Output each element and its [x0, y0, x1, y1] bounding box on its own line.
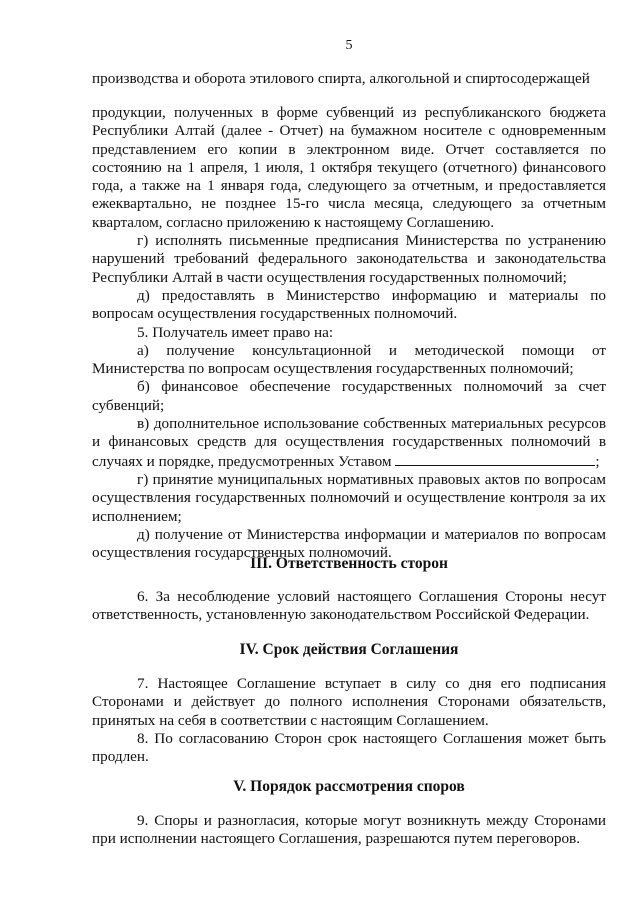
page-number: 5: [345, 38, 353, 53]
paragraph-5v: [92, 415, 606, 471]
section-3-body: [92, 588, 606, 625]
paragraph-5: 5. Получатель имеет право на:: [137, 323, 334, 341]
paragraph-6: 6. За несоблюдение условий настоящего Соглашения Стороны несут ответственность, установленную законодательством Российской Федерации.: [92, 588, 606, 624]
paragraph-report: продукции, полученных в форме субвенций из республиканского бюджета Республики Алтай (далее - Отчет) на бумажном носителе с одновременным представлением его копии в электронном виде. Отчет составляется по состоянию на 1 апреля, 1 июля, 1 октября текущего (отчетного) финансового года, а также на 1 января года, следующего за отчетным, и предоставляется ежеквартально, не позднее 15-го числа месяца, следующего за отчетным кварталом, согласно приложению к настоящему Соглашению.: [92, 104, 606, 231]
paragraph-5g: г) принятие муниципальных нормативных правовых актов по вопросам осуществления государственных полномочий и осуществление контроля за их исполнением;: [92, 470, 606, 525]
paragraph-4d: д) предоставлять в Министерство информацию и материалы по вопросам осуществления государственных полномочий.: [92, 286, 606, 323]
section-4-body: [92, 675, 606, 766]
section-5-body: [92, 812, 606, 849]
paragraph-5v-text: в) дополнительное использование собственных материальных ресурсов и финансовых средств для осуществления государственных полномочий в случаях и порядке, предусмотренных Уставом: [92, 415, 606, 470]
charter-blank-line: [395, 452, 595, 466]
top-line-text: производства и оборота этилового спирта, алкогольной и спиртосодержащей: [92, 70, 590, 87]
paragraph-9: 9. Споры и разногласия, которые могут возникнуть между Сторонами при исполнении настоящего Соглашения, разрешаются путем переговоров.: [92, 812, 606, 848]
paragraph-5d: д) получение от Министерства информации и материалов по вопросам осуществления государственных полномочий.: [92, 525, 606, 562]
paragraph-5a: а) получение консультационной и методической помощи от Министерства по вопросам осуществления государственных полномочий;: [92, 341, 606, 378]
section-4-title: IV. Срок действия Соглашения: [239, 641, 459, 658]
section-5-title: V. Порядок рассмотрения споров: [233, 778, 465, 795]
blank-suffix: ;: [595, 452, 600, 470]
paragraph-4g: г) исполнять письменные предписания Министерства по устранению нарушений требований федерального законодательства и законодательства Республики Алтай в части осуществления государственных полномочий;: [92, 232, 606, 286]
document-page: [92, 0, 606, 905]
section-3-title: III. Ответственность сторон: [250, 555, 448, 572]
obligations-rights-block: [92, 104, 606, 562]
top-line: [92, 70, 606, 88]
paragraph-5b: б) финансовое обеспечение государственных полномочий за счет субвенций;: [92, 378, 606, 414]
paragraph-8: 8. По согласованию Сторон срок настоящего Соглашения может быть продлен.: [92, 729, 606, 766]
paragraph-7: 7. Настоящее Соглашение вступает в силу со дня его подписания Сторонами и действует до полного исполнения Сторонами обязательств, принятых на себя в соответствии с настоящим Соглашением.: [92, 675, 606, 729]
